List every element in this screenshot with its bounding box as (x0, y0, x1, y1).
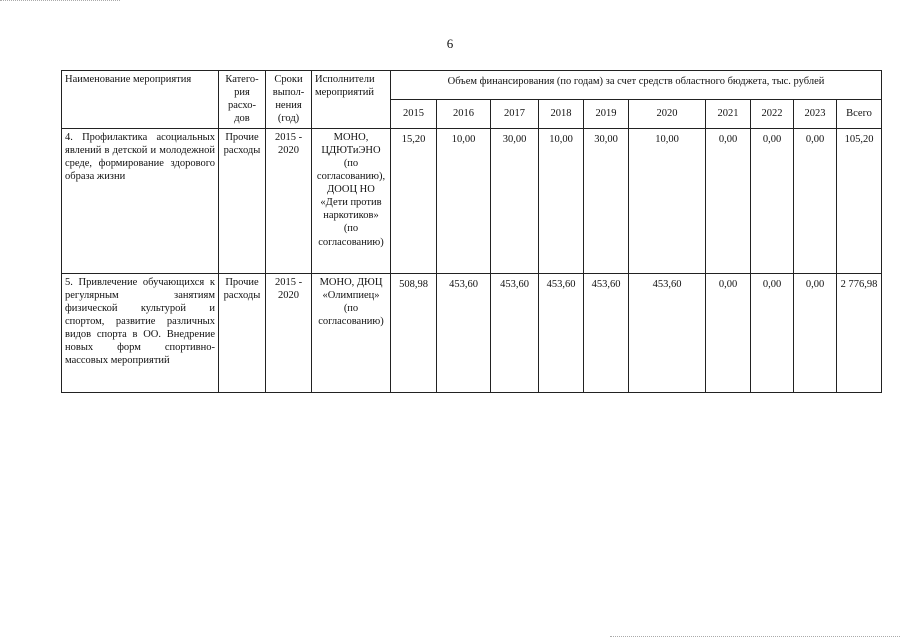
header-year: 2021 (706, 99, 751, 128)
scan-artifact-bottom (610, 636, 900, 638)
value-cell: 453,60 (491, 273, 539, 392)
total-cell: 105,20 (837, 128, 882, 273)
value-cell: 30,00 (491, 128, 539, 273)
executors: МОНО, ДЮЦ «Олимпиец» (по согласованию) (312, 273, 391, 392)
execution-period: 2015 - 2020 (266, 273, 312, 392)
header-year: 2023 (794, 99, 837, 128)
value-cell: 0,00 (751, 273, 794, 392)
value-cell: 0,00 (794, 128, 837, 273)
header-year: 2022 (751, 99, 794, 128)
value-cell: 0,00 (751, 128, 794, 273)
page-number: 6 (446, 36, 454, 51)
header-total: Всего (837, 99, 882, 128)
header-category: Катего-рия расхо-дов (219, 71, 266, 129)
header-year: 2015 (391, 99, 437, 128)
header-period: Сроки выпол-нения (год) (266, 71, 312, 129)
funding-table (61, 70, 882, 393)
value-cell: 453,60 (539, 273, 584, 392)
scan-artifact-top (0, 0, 120, 2)
value-cell: 453,60 (584, 273, 629, 392)
header-executors: Исполнители мероприятий (312, 71, 391, 129)
header-year: 2020 (629, 99, 706, 128)
value-cell: 0,00 (706, 128, 751, 273)
activity-name: 5. Привлечение обучающихся к регулярным занятиям физической культурой и спортом, развитие различных видов спорта в ОО. Внедрение новых форм спортивно-массовых мероприятий (62, 273, 219, 392)
header-row (62, 71, 882, 100)
value-cell: 10,00 (629, 128, 706, 273)
value-cell: 10,00 (539, 128, 584, 273)
value-cell: 508,98 (391, 273, 437, 392)
value-cell: 10,00 (437, 128, 491, 273)
table-row (62, 273, 882, 392)
value-cell: 453,60 (629, 273, 706, 392)
header-year: 2017 (491, 99, 539, 128)
header-name: Наименование мероприятия (62, 71, 219, 129)
executors: МОНО, ЦДЮТиЭНО (по согласованию), ДООЦ НО «Дети против наркотиков» (по согласованию) (312, 128, 391, 273)
value-cell: 0,00 (706, 273, 751, 392)
header-year: 2019 (584, 99, 629, 128)
value-cell: 15,20 (391, 128, 437, 273)
total-cell: 2 776,98 (837, 273, 882, 392)
expense-category: Прочие расходы (219, 273, 266, 392)
header-funding: Объем финансирования (по годам) за счет средств областного бюджета, тыс. рублей (391, 71, 882, 100)
value-cell: 0,00 (794, 273, 837, 392)
activity-name: 4. Профилактика асоциальных явлений в детской и молодежной среде, формирование здорового образа жизни (62, 128, 219, 273)
header-year: 2016 (437, 99, 491, 128)
execution-period: 2015 - 2020 (266, 128, 312, 273)
value-cell: 30,00 (584, 128, 629, 273)
table-row (62, 128, 882, 273)
expense-category: Прочие расходы (219, 128, 266, 273)
value-cell: 453,60 (437, 273, 491, 392)
header-year: 2018 (539, 99, 584, 128)
